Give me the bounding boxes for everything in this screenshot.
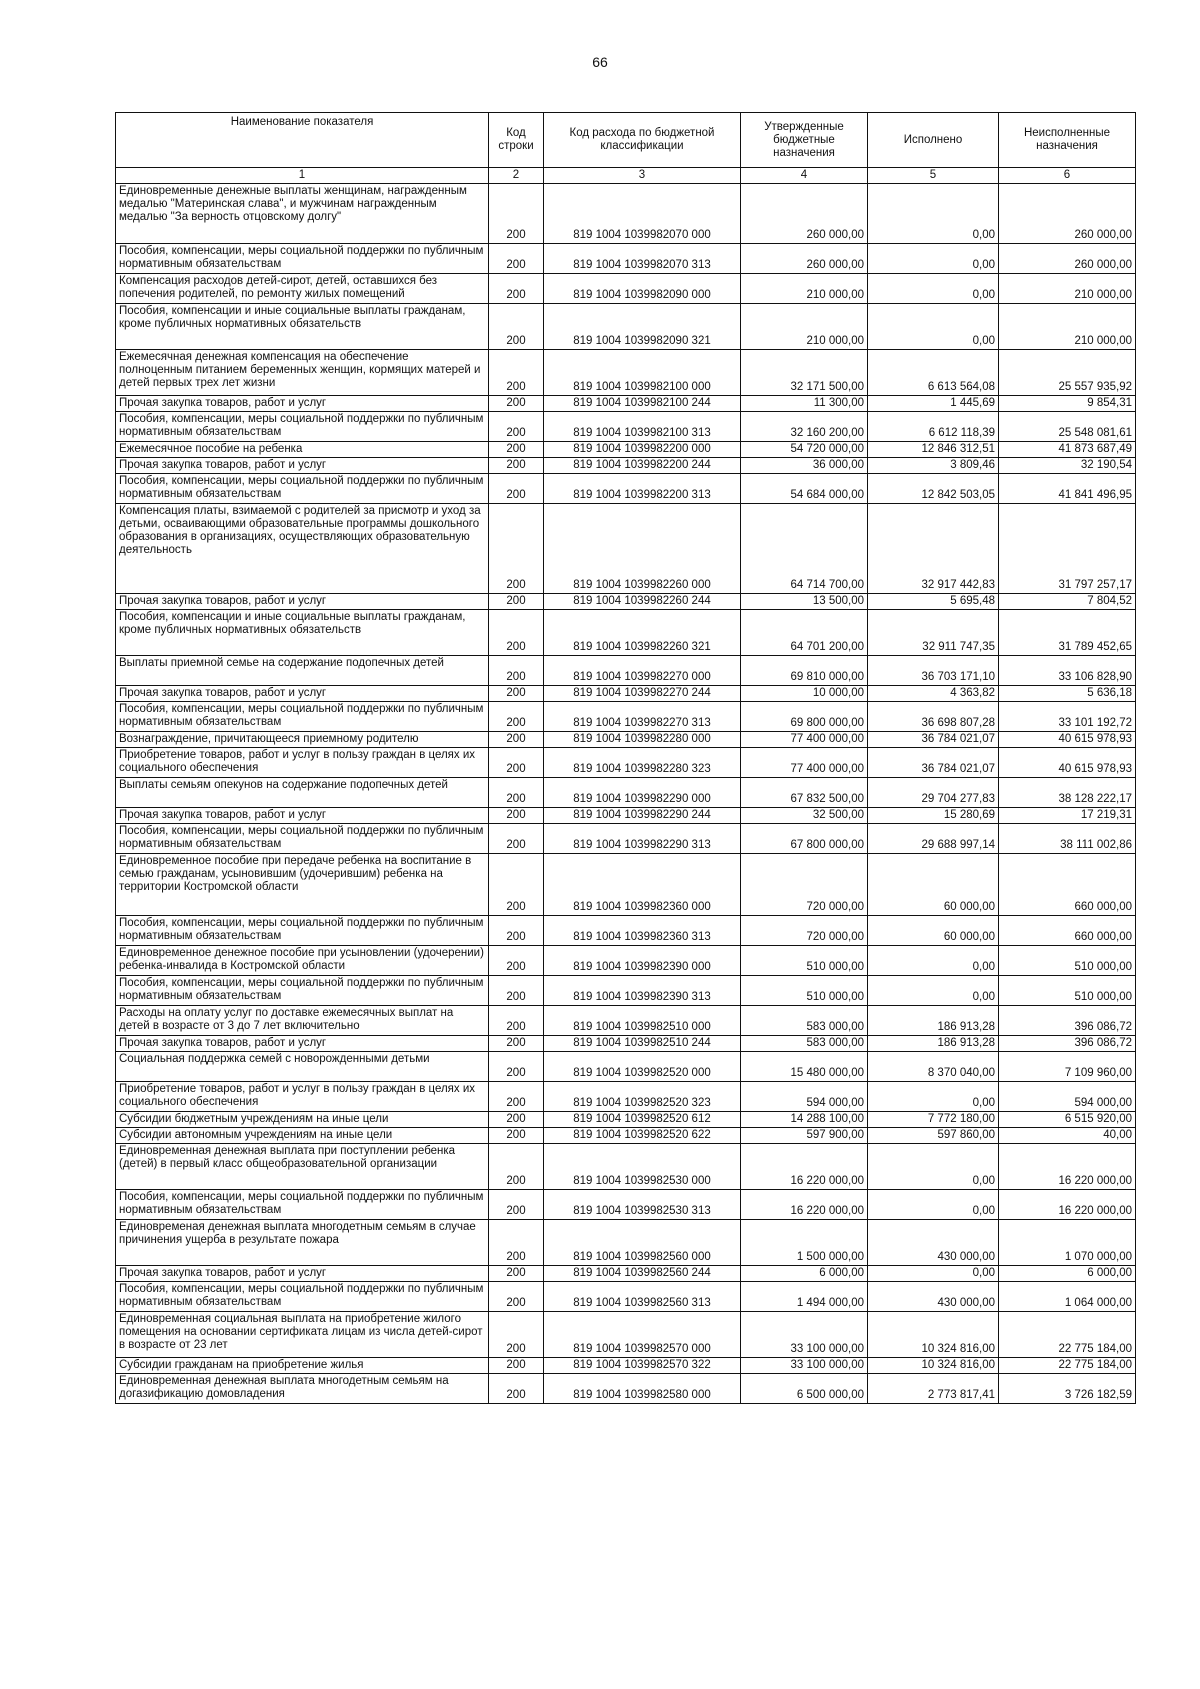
row-budget-code: 819 1004 1039982270 244 [544,686,741,702]
table-row [116,184,1136,244]
row-remaining-amount: 40,00 [999,1128,1136,1144]
row-approved-amount: 510 000,00 [741,946,868,976]
row-budget-code: 819 1004 1039982520 323 [544,1082,741,1112]
row-approved-amount: 15 480 000,00 [741,1052,868,1082]
column-number: 4 [741,168,868,184]
row-remaining-amount: 22 775 184,00 [999,1312,1136,1358]
column-number: 1 [116,168,489,184]
column-number: 2 [489,168,544,184]
row-executed-amount: 0,00 [868,274,999,304]
row-executed-amount: 0,00 [868,184,999,244]
row-line-code: 200 [489,854,544,916]
column-number: 3 [544,168,741,184]
row-remaining-amount: 38 128 222,17 [999,778,1136,808]
table-row [116,1282,1136,1312]
row-line-code: 200 [489,1036,544,1052]
row-budget-code: 819 1004 1039982290 244 [544,808,741,824]
header-code: Код расхода по бюджетной классификации [544,113,741,168]
row-remaining-amount: 32 190,54 [999,458,1136,474]
row-approved-amount: 10 000,00 [741,686,868,702]
row-remaining-amount: 6 000,00 [999,1266,1136,1282]
row-line-code: 200 [489,1266,544,1282]
row-name: Субсидии бюджетным учреждениям на иные цели [116,1112,489,1128]
row-budget-code: 819 1004 1039982510 000 [544,1006,741,1036]
row-executed-amount: 3 809,46 [868,458,999,474]
table-row [116,1052,1136,1082]
row-line-code: 200 [489,1358,544,1374]
header-name: Наименование показателя [116,113,489,168]
table-row [116,350,1136,396]
row-executed-amount: 0,00 [868,946,999,976]
table-row [116,1374,1136,1404]
header-executed: Исполнено [868,113,999,168]
row-budget-code: 819 1004 1039982070 313 [544,244,741,274]
row-remaining-amount: 25 557 935,92 [999,350,1136,396]
table-row [116,702,1136,732]
row-remaining-amount: 660 000,00 [999,916,1136,946]
row-budget-code: 819 1004 1039982280 000 [544,732,741,748]
row-line-code: 200 [489,350,544,396]
row-remaining-amount: 396 086,72 [999,1036,1136,1052]
row-remaining-amount: 38 111 002,86 [999,824,1136,854]
row-name: Пособия, компенсации и иные социальные выплаты гражданам, кроме публичных нормативных обязательств [116,304,489,350]
row-approved-amount: 1 494 000,00 [741,1282,868,1312]
row-line-code: 200 [489,778,544,808]
row-name: Прочая закупка товаров, работ и услуг [116,396,489,412]
row-remaining-amount: 17 219,31 [999,808,1136,824]
row-approved-amount: 14 288 100,00 [741,1112,868,1128]
row-name: Компенсация расходов детей-сирот, детей, оставшихся без попечения родителей, по ремонту жилых помещений [116,274,489,304]
row-line-code: 200 [489,396,544,412]
row-line-code: 200 [489,244,544,274]
row-name: Единовременная денежная выплата многодетным семьям на догазификацию домовладения [116,1374,489,1404]
row-remaining-amount: 41 841 496,95 [999,474,1136,504]
row-approved-amount: 720 000,00 [741,854,868,916]
row-approved-amount: 67 832 500,00 [741,778,868,808]
row-approved-amount: 32 500,00 [741,808,868,824]
row-approved-amount: 54 720 000,00 [741,442,868,458]
row-name: Единовременные денежные выплаты женщинам, награжденным медалью "Материнская слава", и мужчинам награжденным медалью "За верность отцовскому долгу" [116,184,489,244]
row-budget-code: 819 1004 1039982260 000 [544,504,741,594]
row-budget-code: 819 1004 1039982100 313 [544,412,741,442]
row-remaining-amount: 260 000,00 [999,184,1136,244]
row-name: Пособия, компенсации, меры социальной поддержки по публичным нормативным обязательствам [116,976,489,1006]
row-line-code: 200 [489,1190,544,1220]
row-budget-code: 819 1004 1039982560 244 [544,1266,741,1282]
table-row [116,504,1136,594]
row-approved-amount: 33 100 000,00 [741,1358,868,1374]
row-line-code: 200 [489,1220,544,1266]
row-approved-amount: 64 701 200,00 [741,610,868,656]
row-executed-amount: 32 911 747,35 [868,610,999,656]
row-line-code: 200 [489,1082,544,1112]
row-approved-amount: 32 160 200,00 [741,412,868,442]
table-row [116,808,1136,824]
row-name: Единовременная социальная выплата на приобретение жилого помещения на основании сертификата лицам из числа детей-сирот в возрасте от 23 лет [116,1312,489,1358]
table-row [116,458,1136,474]
row-executed-amount: 8 370 040,00 [868,1052,999,1082]
row-remaining-amount: 22 775 184,00 [999,1358,1136,1374]
row-executed-amount: 0,00 [868,1266,999,1282]
row-line-code: 200 [489,304,544,350]
row-executed-amount: 0,00 [868,304,999,350]
table-row [116,1144,1136,1190]
row-executed-amount: 186 913,28 [868,1036,999,1052]
row-remaining-amount: 1 070 000,00 [999,1220,1136,1266]
row-name: Единовременное денежное пособие при усыновлении (удочерении) ребенка-инвалида в Костромской области [116,946,489,976]
row-budget-code: 819 1004 1039982360 313 [544,916,741,946]
row-remaining-amount: 9 854,31 [999,396,1136,412]
row-remaining-amount: 6 515 920,00 [999,1112,1136,1128]
row-approved-amount: 210 000,00 [741,304,868,350]
row-executed-amount: 430 000,00 [868,1220,999,1266]
row-executed-amount: 36 784 021,07 [868,748,999,778]
row-name: Прочая закупка товаров, работ и услуг [116,1036,489,1052]
row-executed-amount: 4 363,82 [868,686,999,702]
row-line-code: 200 [489,976,544,1006]
row-approved-amount: 1 500 000,00 [741,1220,868,1266]
column-number: 6 [999,168,1136,184]
row-approved-amount: 36 000,00 [741,458,868,474]
row-remaining-amount: 16 220 000,00 [999,1190,1136,1220]
table-row [116,1112,1136,1128]
row-budget-code: 819 1004 1039982070 000 [544,184,741,244]
row-executed-amount: 0,00 [868,1082,999,1112]
row-name: Компенсация платы, взимаемой с родителей за присмотр и уход за детьми, осваивающими образовательные программы дошкольного образования в организациях, осуществляющих образовательную деятельность [116,504,489,594]
row-name: Единовременная денежная выплата при поступлении ребенка (детей) в первый класс общеобразовательной организации [116,1144,489,1190]
row-budget-code: 819 1004 1039982290 313 [544,824,741,854]
row-name: Единовременное пособие при передаче ребенка на воспитание в семью гражданам, усыновившим (удочерившим) ребенка на территории Костромской области [116,854,489,916]
table-row [116,474,1136,504]
column-number-row [116,168,1136,184]
table-row [116,1358,1136,1374]
row-budget-code: 819 1004 1039982200 244 [544,458,741,474]
table-row [116,732,1136,748]
table-row [116,748,1136,778]
row-name: Прочая закупка товаров, работ и услуг [116,808,489,824]
table-row [116,610,1136,656]
row-approved-amount: 260 000,00 [741,184,868,244]
table-row [116,854,1136,916]
row-remaining-amount: 660 000,00 [999,854,1136,916]
row-line-code: 200 [489,824,544,854]
row-name: Прочая закупка товаров, работ и услуг [116,1266,489,1282]
row-executed-amount: 60 000,00 [868,916,999,946]
row-remaining-amount: 1 064 000,00 [999,1282,1136,1312]
row-approved-amount: 77 400 000,00 [741,732,868,748]
row-remaining-amount: 33 101 192,72 [999,702,1136,732]
row-budget-code: 819 1004 1039982560 313 [544,1282,741,1312]
row-remaining-amount: 510 000,00 [999,976,1136,1006]
row-executed-amount: 36 784 021,07 [868,732,999,748]
row-remaining-amount: 41 873 687,49 [999,442,1136,458]
table-row [116,1128,1136,1144]
table-row [116,1006,1136,1036]
row-approved-amount: 260 000,00 [741,244,868,274]
row-name: Расходы на оплату услуг по доставке ежемесячных выплат на детей в возрасте от 3 до 7 лет включительно [116,1006,489,1036]
row-remaining-amount: 5 636,18 [999,686,1136,702]
row-remaining-amount: 25 548 081,61 [999,412,1136,442]
row-name: Приобретение товаров, работ и услуг в пользу граждан в целях их социального обеспечения [116,1082,489,1112]
row-executed-amount: 12 846 312,51 [868,442,999,458]
table-row [116,1036,1136,1052]
row-name: Приобретение товаров, работ и услуг в пользу граждан в целях их социального обеспечения [116,748,489,778]
row-name: Субсидии автономным учреждениям на иные цели [116,1128,489,1144]
row-executed-amount: 1 445,69 [868,396,999,412]
table-row [116,412,1136,442]
row-executed-amount: 7 772 180,00 [868,1112,999,1128]
row-approved-amount: 64 714 700,00 [741,504,868,594]
row-approved-amount: 720 000,00 [741,916,868,946]
row-budget-code: 819 1004 1039982360 000 [544,854,741,916]
row-line-code: 200 [489,1128,544,1144]
row-line-code: 200 [489,1374,544,1404]
row-line-code: 200 [489,474,544,504]
row-budget-code: 819 1004 1039982530 000 [544,1144,741,1190]
row-approved-amount: 583 000,00 [741,1006,868,1036]
row-remaining-amount: 594 000,00 [999,1082,1136,1112]
row-name: Пособия, компенсации, меры социальной поддержки по публичным нормативным обязательствам [116,916,489,946]
table-row [116,304,1136,350]
row-name: Пособия, компенсации, меры социальной поддержки по публичным нормативным обязательствам [116,702,489,732]
row-name: Пособия, компенсации, меры социальной поддержки по публичным нормативным обязательствам [116,412,489,442]
row-budget-code: 819 1004 1039982280 323 [544,748,741,778]
row-line-code: 200 [489,184,544,244]
header-line: Код строки [489,113,544,168]
row-remaining-amount: 7 109 960,00 [999,1052,1136,1082]
row-budget-code: 819 1004 1039982520 612 [544,1112,741,1128]
table-row [116,396,1136,412]
table-row [116,1266,1136,1282]
row-remaining-amount: 40 615 978,93 [999,732,1136,748]
table-row [116,656,1136,686]
row-line-code: 200 [489,732,544,748]
table-row [116,1220,1136,1266]
row-name: Прочая закупка товаров, работ и услуг [116,458,489,474]
row-remaining-amount: 33 106 828,90 [999,656,1136,686]
row-line-code: 200 [489,442,544,458]
row-budget-code: 819 1004 1039982200 313 [544,474,741,504]
row-line-code: 200 [489,946,544,976]
header-row [116,113,1136,168]
row-approved-amount: 13 500,00 [741,594,868,610]
row-budget-code: 819 1004 1039982560 000 [544,1220,741,1266]
row-executed-amount: 0,00 [868,244,999,274]
row-name: Единовременая денежная выплата многодетным семьям в случае причинения ущерба в результате пожара [116,1220,489,1266]
row-name: Выплаты семьям опекунов на содержание подопечных детей [116,778,489,808]
row-budget-code: 819 1004 1039982200 000 [544,442,741,458]
row-budget-code: 819 1004 1039982570 322 [544,1358,741,1374]
row-name: Пособия, компенсации, меры социальной поддержки по публичным нормативным обязательствам [116,1282,489,1312]
row-budget-code: 819 1004 1039982090 321 [544,304,741,350]
row-budget-code: 819 1004 1039982270 000 [544,656,741,686]
row-executed-amount: 12 842 503,05 [868,474,999,504]
row-executed-amount: 430 000,00 [868,1282,999,1312]
row-executed-amount: 36 698 807,28 [868,702,999,732]
row-budget-code: 819 1004 1039982100 244 [544,396,741,412]
row-budget-code: 819 1004 1039982580 000 [544,1374,741,1404]
row-budget-code: 819 1004 1039982270 313 [544,702,741,732]
row-approved-amount: 69 800 000,00 [741,702,868,732]
row-executed-amount: 0,00 [868,1190,999,1220]
table-row [116,1082,1136,1112]
row-name: Пособия, компенсации, меры социальной поддержки по публичным нормативным обязательствам [116,1190,489,1220]
row-executed-amount: 32 917 442,83 [868,504,999,594]
table-row [116,244,1136,274]
row-line-code: 200 [489,594,544,610]
row-remaining-amount: 210 000,00 [999,274,1136,304]
row-line-code: 200 [489,916,544,946]
row-approved-amount: 16 220 000,00 [741,1190,868,1220]
row-name: Пособия, компенсации, меры социальной поддержки по публичным нормативным обязательствам [116,474,489,504]
row-line-code: 200 [489,412,544,442]
row-remaining-amount: 210 000,00 [999,304,1136,350]
row-approved-amount: 11 300,00 [741,396,868,412]
header-remaining: Неисполненные назначения [999,113,1136,168]
row-executed-amount: 10 324 816,00 [868,1358,999,1374]
row-remaining-amount: 7 804,52 [999,594,1136,610]
row-remaining-amount: 40 615 978,93 [999,748,1136,778]
row-executed-amount: 6 613 564,08 [868,350,999,396]
row-executed-amount: 597 860,00 [868,1128,999,1144]
row-executed-amount: 36 703 171,10 [868,656,999,686]
row-approved-amount: 6 000,00 [741,1266,868,1282]
row-remaining-amount: 16 220 000,00 [999,1144,1136,1190]
budget-execution-table [115,112,1136,1404]
row-name: Социальная поддержка семей с новорожденными детьми [116,1052,489,1082]
row-approved-amount: 77 400 000,00 [741,748,868,778]
row-budget-code: 819 1004 1039982090 000 [544,274,741,304]
row-line-code: 200 [489,458,544,474]
row-approved-amount: 6 500 000,00 [741,1374,868,1404]
page-number: 66 [592,54,608,70]
row-line-code: 200 [489,1144,544,1190]
row-executed-amount: 186 913,28 [868,1006,999,1036]
row-budget-code: 819 1004 1039982390 313 [544,976,741,1006]
row-approved-amount: 54 684 000,00 [741,474,868,504]
row-name: Ежемесячное пособие на ребенка [116,442,489,458]
row-budget-code: 819 1004 1039982260 321 [544,610,741,656]
row-line-code: 200 [489,1006,544,1036]
row-approved-amount: 33 100 000,00 [741,1312,868,1358]
row-budget-code: 819 1004 1039982520 622 [544,1128,741,1144]
row-approved-amount: 594 000,00 [741,1082,868,1112]
row-remaining-amount: 260 000,00 [999,244,1136,274]
row-budget-code: 819 1004 1039982570 000 [544,1312,741,1358]
row-executed-amount: 29 704 277,83 [868,778,999,808]
row-line-code: 200 [489,1312,544,1358]
row-line-code: 200 [489,686,544,702]
row-executed-amount: 6 612 118,39 [868,412,999,442]
table-row [116,442,1136,458]
row-budget-code: 819 1004 1039982290 000 [544,778,741,808]
row-name: Субсидии гражданам на приобретение жилья [116,1358,489,1374]
row-line-code: 200 [489,748,544,778]
row-name: Прочая закупка товаров, работ и услуг [116,686,489,702]
row-remaining-amount: 510 000,00 [999,946,1136,976]
row-name: Пособия, компенсации, меры социальной поддержки по публичным нормативным обязательствам [116,244,489,274]
table-body [116,184,1136,1404]
row-remaining-amount: 396 086,72 [999,1006,1136,1036]
row-line-code: 200 [489,808,544,824]
row-name: Пособия, компенсации, меры социальной поддержки по публичным нормативным обязательствам [116,824,489,854]
row-name: Выплаты приемной семье на содержание подопечных детей [116,656,489,686]
row-line-code: 200 [489,702,544,732]
row-remaining-amount: 31 789 452,65 [999,610,1136,656]
table-row [116,916,1136,946]
row-budget-code: 819 1004 1039982520 000 [544,1052,741,1082]
row-executed-amount: 2 773 817,41 [868,1374,999,1404]
row-executed-amount: 60 000,00 [868,854,999,916]
table-row [116,1312,1136,1358]
table-row [116,274,1136,304]
row-name: Прочая закупка товаров, работ и услуг [116,594,489,610]
table-row [116,594,1136,610]
row-remaining-amount: 31 797 257,17 [999,504,1136,594]
row-executed-amount: 0,00 [868,976,999,1006]
table-row [116,778,1136,808]
row-line-code: 200 [489,1052,544,1082]
table-row [116,686,1136,702]
table-row [116,976,1136,1006]
row-approved-amount: 210 000,00 [741,274,868,304]
row-executed-amount: 10 324 816,00 [868,1312,999,1358]
row-approved-amount: 67 800 000,00 [741,824,868,854]
row-budget-code: 819 1004 1039982530 313 [544,1190,741,1220]
row-budget-code: 819 1004 1039982100 000 [544,350,741,396]
column-number: 5 [868,168,999,184]
row-name: Пособия, компенсации и иные социальные выплаты гражданам, кроме публичных нормативных обязательств [116,610,489,656]
row-line-code: 200 [489,610,544,656]
row-name: Ежемесячная денежная компенсация на обеспечение полноценным питанием беременных женщин, кормящих матерей и детей первых трех лет жизни [116,350,489,396]
row-approved-amount: 16 220 000,00 [741,1144,868,1190]
row-line-code: 200 [489,656,544,686]
row-approved-amount: 597 900,00 [741,1128,868,1144]
table-row [116,946,1136,976]
row-executed-amount: 0,00 [868,1144,999,1190]
row-approved-amount: 69 810 000,00 [741,656,868,686]
row-line-code: 200 [489,1282,544,1312]
table-row [116,824,1136,854]
row-line-code: 200 [489,274,544,304]
row-budget-code: 819 1004 1039982510 244 [544,1036,741,1052]
row-line-code: 200 [489,504,544,594]
row-budget-code: 819 1004 1039982260 244 [544,594,741,610]
row-approved-amount: 510 000,00 [741,976,868,1006]
row-executed-amount: 29 688 997,14 [868,824,999,854]
row-executed-amount: 5 695,48 [868,594,999,610]
row-executed-amount: 15 280,69 [868,808,999,824]
row-approved-amount: 32 171 500,00 [741,350,868,396]
row-line-code: 200 [489,1112,544,1128]
row-budget-code: 819 1004 1039982390 000 [544,946,741,976]
header-approved: Утвержденные бюджетные назначения [741,113,868,168]
row-name: Вознаграждение, причитающееся приемному родителю [116,732,489,748]
table-row [116,1190,1136,1220]
row-remaining-amount: 3 726 182,59 [999,1374,1136,1404]
row-approved-amount: 583 000,00 [741,1036,868,1052]
